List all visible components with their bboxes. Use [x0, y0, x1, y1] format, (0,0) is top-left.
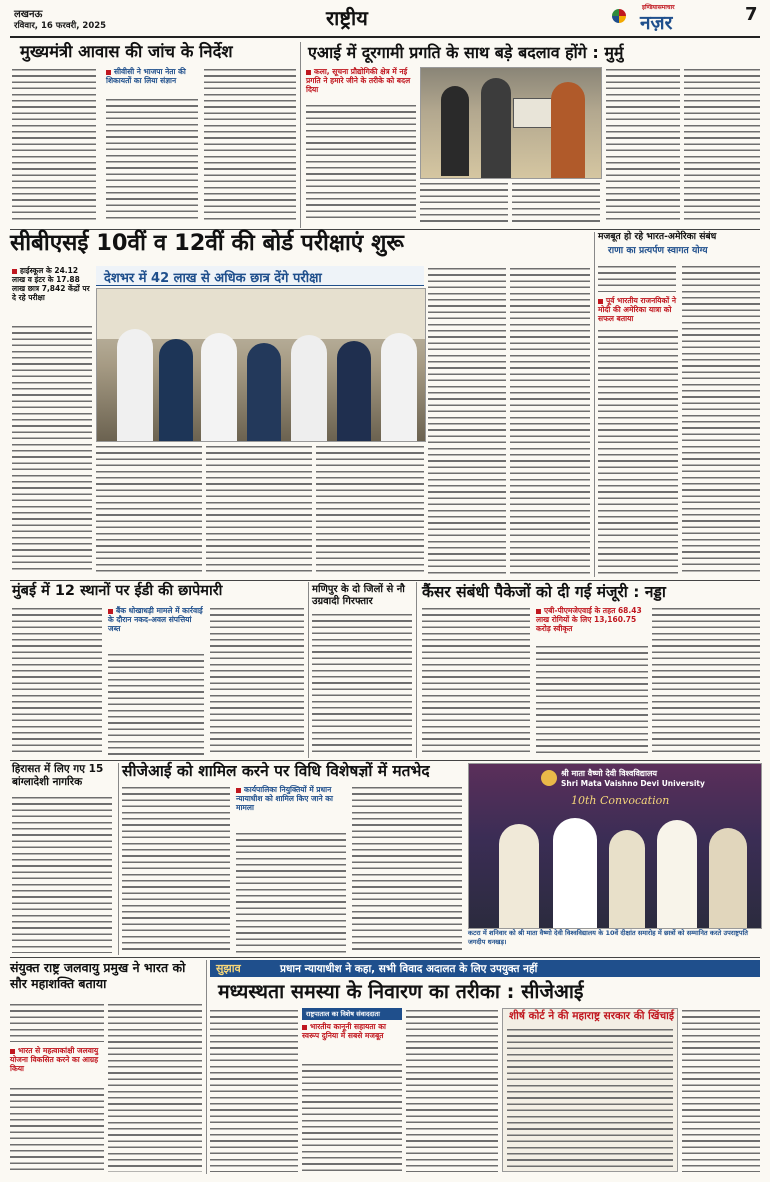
body-col-left-2 [598, 328, 678, 574]
body-col-2 [96, 444, 202, 574]
subhead-bar [96, 266, 424, 286]
body-col-3 [512, 181, 600, 223]
sc-body [507, 1027, 673, 1169]
brand-small: इण्डियासमाचार [642, 4, 675, 11]
highlight-text: एबी-पीएमजेएवाई के तहत 68.43 लाख रोगियों के लिए 13,160.75 करोड़ स्वीकृत [536, 606, 642, 633]
highlight-text: कला, सूचना प्रौद्योगिकी क्षेत्र में नई प्रगति ने हमारे जीने के तरीके को बदल दिया [306, 67, 411, 94]
body-col-1 [12, 795, 112, 953]
banner-line-2: Shri Mata Vaishno Devi University [561, 779, 705, 788]
bullet-icon [12, 269, 17, 274]
body-col-1 [10, 1002, 104, 1042]
bullet-icon [108, 609, 113, 614]
body-col-right [682, 264, 760, 574]
body-col-3 [652, 606, 760, 756]
body-col-5 [428, 266, 506, 574]
sc-box [502, 1008, 678, 1172]
story-un-climate [10, 960, 202, 1174]
story-indo-us [598, 232, 760, 577]
body-col-2 [108, 652, 204, 756]
header-rule [10, 36, 760, 38]
bullet-icon [10, 1049, 15, 1054]
bullet-icon [236, 788, 241, 793]
body-col-5 [684, 67, 760, 223]
headline: हिरासत में लिए गए 15 बांग्लादेशी नागरिक [12, 763, 104, 788]
story-cm-residence [10, 41, 296, 227]
body-col-2 [10, 1086, 104, 1172]
india-aid-headline: भारतीय कानूनी सहायता का स्वरूप दुनिया में सबसे मजबूत [302, 1022, 386, 1040]
convocation-logo-icon [541, 770, 557, 786]
body-col-3 [210, 606, 304, 756]
divider [206, 960, 207, 1174]
bullet-icon [302, 1025, 307, 1030]
highlight-box [108, 606, 204, 633]
headline: संयुक्त राष्ट्र जलवायु प्रमुख ने भारत को सौर महाशक्ति बताया [10, 960, 186, 991]
section-title: राष्ट्रीय [326, 6, 368, 30]
brand-main: नज़र [640, 12, 673, 34]
body-col-3 [204, 67, 296, 223]
body-col-1 [422, 606, 530, 756]
body-col-2 [420, 181, 508, 223]
highlight-text: भारत से महत्वाकांक्षी जलवायु योजना विकसित करने का आग्रह किया [10, 1046, 99, 1073]
body-col-1 [122, 785, 230, 953]
story-ai-murmu [304, 41, 760, 227]
headline: मुंबई में 12 स्थानों पर ईडी की छापेमारी [12, 583, 223, 599]
body-col-1 [210, 1008, 298, 1172]
body-col-1 [12, 606, 102, 756]
body-col-3 [352, 785, 462, 953]
subhead: देशभर में 42 लाख से अधिक छात्र देंगे परीक्षा [104, 271, 322, 286]
tag-label: सुझाव [216, 962, 241, 975]
divider [308, 582, 309, 758]
story-mediation [210, 960, 760, 1174]
highlight-text: सीवीसी ने भाजपा नेता की शिकायतों का लिया संज्ञान [106, 67, 186, 85]
banner-line-3: 10th Convocation [571, 794, 670, 807]
story-bangladeshi [10, 763, 114, 955]
body-col-2 [106, 97, 198, 223]
headline: कैंसर संबंधी पैकेजों को दी गई मंजूरी : नड्डा [422, 583, 666, 601]
india-aid-headline-box [302, 1022, 402, 1040]
side-highlight-text: हाईस्कूल के 24.12 लाख व इंटर के 17.88 लाख छात्र 7,842 केंद्रों पर दे रहे परीक्षा [12, 266, 90, 302]
divider [416, 582, 417, 758]
photo-students-exam [96, 288, 426, 442]
body-col-2 [536, 644, 648, 756]
body-col-2 [236, 831, 346, 953]
highlight-text: पूर्व भारतीय राजनयिकों ने मोदी की अमेरिका यात्रा को सफल बताया [598, 296, 677, 323]
section-tag [302, 1008, 402, 1020]
headline: मजबूत हो रहे भारत-अमेरिका संबंध [598, 231, 717, 242]
body-col-6 [510, 266, 590, 574]
brand-logo [612, 3, 730, 33]
body-col-3 [108, 1002, 202, 1172]
body-col-2 [302, 1062, 402, 1172]
photo-convocation [468, 763, 762, 929]
bullet-icon [306, 70, 311, 75]
photo-caption: कटरा में शनिवार को श्री माता वैष्णो देवी विश्वविद्यालय के 10वें दीक्षांत समारोह में छात्रों को सम्मानित करते उपराष्ट्रपति जगदीप धनखड़। [468, 929, 748, 946]
sc-headline: शीर्ष कोर्ट ने की महाराष्ट्र सरकार की खिंचाई [509, 1010, 675, 1022]
divider [10, 957, 760, 958]
highlight-box [236, 785, 346, 812]
body-col-1 [12, 324, 92, 574]
story-ed-raids [10, 582, 304, 758]
highlight-box [598, 296, 678, 323]
banner-line-1: श्री माता वैष्णो देवी विश्वविद्यालय [561, 769, 658, 778]
headline: एआई में दूरगामी प्रगति के साथ बड़े बदलाव होंगे : मुर्मु [308, 43, 624, 62]
section-tag-label: राष्ट्रपाताल का विशेष संवाददाता [302, 1008, 402, 1020]
body-col-4 [606, 67, 680, 223]
highlight-box [106, 67, 198, 85]
story-manipur [312, 582, 412, 758]
body-col-1 [312, 612, 412, 756]
highlight-box [306, 67, 416, 94]
date-label: रविवार, 16 फरवरी, 2025 [14, 21, 107, 31]
divider [118, 763, 119, 955]
story-cji-panel [122, 763, 462, 955]
highlight-box [536, 606, 648, 633]
story-cbse [10, 232, 590, 577]
tag-box [210, 960, 760, 977]
photo-president-award [420, 67, 602, 179]
body-col-3 [206, 444, 312, 574]
highlight-text: बैंक धोखाधड़ी मामले में कार्रवाई के दौरान नकद-अवल संपत्तियां जब्त [108, 606, 203, 633]
headline: मणिपुर के दो जिलों से नौ उग्रवादी गिरफ्तार [312, 584, 405, 607]
city-label: लखनऊ [14, 9, 43, 20]
body-col-1 [12, 67, 96, 223]
divider [10, 580, 760, 581]
subhead: राणा का प्रत्यर्पण स्वागत योग्य [608, 245, 708, 256]
highlight-text: कार्यपालिका नियुक्तियों में प्रधान न्यायाधीश को शामिल किए जाने का मामला [236, 785, 333, 812]
headline: सीबीएसई 10वीं व 12वीं की बोर्ड परीक्षाएं शुरू [10, 230, 404, 256]
story-convocation [468, 763, 760, 955]
body-col-1 [306, 103, 416, 223]
highlight-box [10, 1046, 104, 1073]
body-col-3 [406, 1008, 498, 1172]
body-col-4 [316, 444, 424, 574]
body-col-4 [682, 1008, 760, 1172]
bullet-icon [598, 299, 603, 304]
divider [300, 42, 301, 228]
divider [10, 760, 760, 761]
story-cancer [420, 582, 760, 758]
headline: सीजेआई को शामिल करने पर विधि विशेषज्ञों में मतभेद [122, 762, 430, 780]
masthead [0, 0, 770, 38]
bullet-icon [536, 609, 541, 614]
headline: मुख्यमंत्री आवास की जांच के निर्देश [20, 42, 233, 61]
side-highlight [12, 266, 92, 302]
bullet-icon [106, 70, 111, 75]
headline: मध्यस्थता समस्या के निवारण का तरीका : सीजेआई [218, 980, 584, 1003]
brand-logo-icon [612, 9, 626, 23]
body-col-left [598, 264, 676, 292]
page-number: 7 [745, 4, 758, 25]
divider [594, 232, 595, 577]
kicker: प्रधान न्यायाधीश ने कहा, सभी विवाद अदालत के लिए उपयुक्त नहीं [280, 963, 538, 975]
